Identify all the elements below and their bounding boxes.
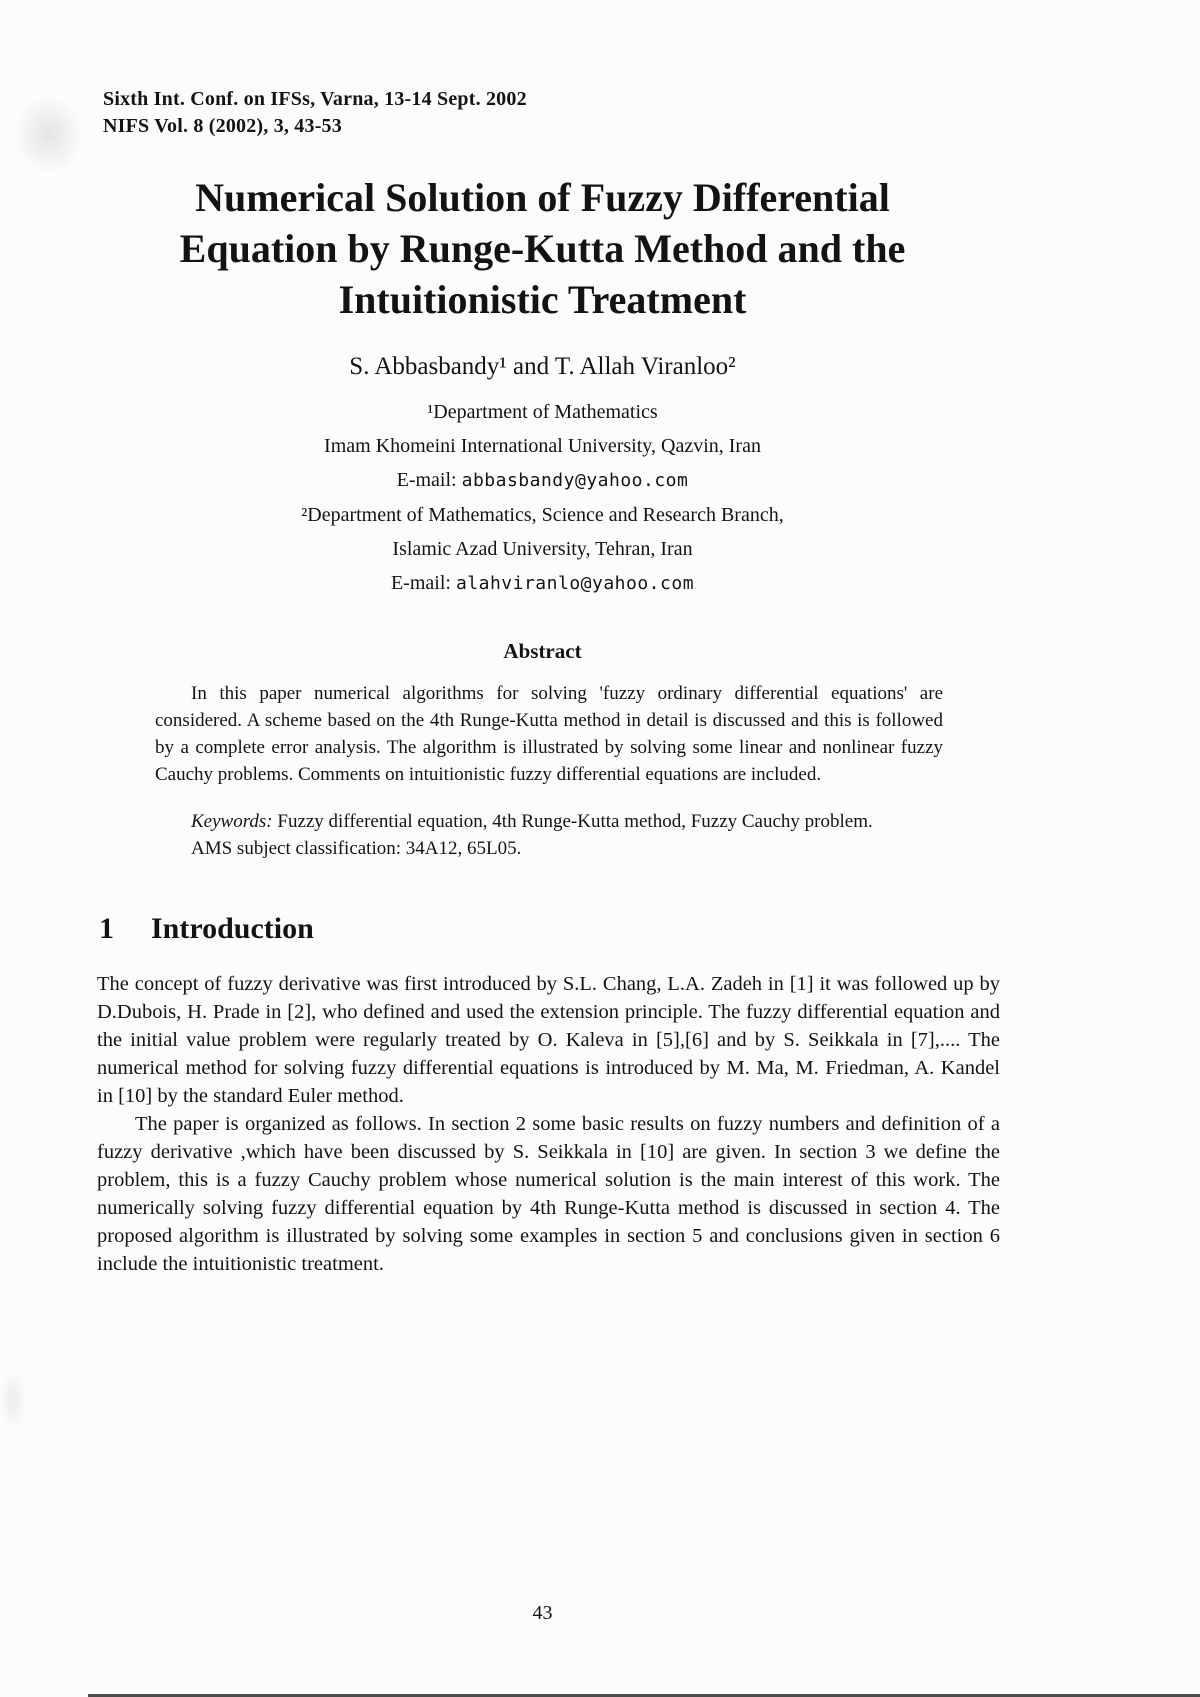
affiliation-1-email-line: [0, 463, 1085, 498]
conference-header: [103, 86, 1085, 140]
title-line-2: Equation by Runge-Kutta Method and the: [179, 226, 906, 271]
conference-line: Sixth Int. Conf. on IFSs, Varna, 13-14 Sept. 2002: [103, 88, 527, 110]
email-address-2: alahviranlo@yahoo.com: [455, 573, 695, 594]
keywords-text: Fuzzy differential equation, 4th Runge-Kutta method, Fuzzy Cauchy problem.: [272, 811, 873, 832]
section-title: Introduction: [151, 912, 314, 945]
affiliations-block: [0, 395, 1085, 601]
email-label-2: E-mail:: [390, 572, 451, 594]
affiliation-2-email-line: [0, 566, 1085, 601]
paper-title: [0, 172, 1085, 325]
abstract-heading: Abstract: [503, 639, 582, 663]
title-line-1: Numerical Solution of Fuzzy Differential: [195, 175, 890, 220]
scan-artifact-left-edge: [0, 1370, 26, 1430]
email-label-1: E-mail:: [396, 469, 457, 491]
email-address-1: abbasbandy@yahoo.com: [461, 470, 689, 491]
authors-line: S. Abbasbandy¹ and T. Allah Viranloo²: [349, 353, 736, 380]
keywords-line: [155, 808, 943, 835]
section-1-heading: [99, 912, 1085, 946]
intro-paragraph-2: The paper is organized as follows. In section 2 some basic results on fuzzy numbers and definition of a fuzzy derivative ,which have been discussed by S. Seikkala in [10] are given. In section 3 we define the problem, this is a fuzzy Cauchy problem whose numerical solution is the main interest of this work. The numerically solving fuzzy differential equation by 4th Runge-Kutta method is discussed in section 4. The proposed algorithm is illustrated by solving some examples in section 5 and conclusions given in section 6 include the intuitionistic treatment.: [97, 1113, 1000, 1275]
abstract-text: In this paper numerical algorithms for solving 'fuzzy ordinary differential equations' are considered. A scheme based on the 4th Runge-Kutta method in detail is discussed and this is followed by a complete error analysis. The algorithm is illustrated by solving some linear and nonlinear fuzzy Cauchy problems. Comments on intuitionistic fuzzy differential equations are included.: [155, 683, 943, 785]
page-number: 43: [532, 1602, 553, 1624]
affiliation-2-dept: ²Department of Mathematics, Science and Research Branch,: [301, 504, 784, 526]
volume-line: NIFS Vol. 8 (2002), 3, 43-53: [103, 115, 342, 137]
affiliation-2-university: Islamic Azad University, Tehran, Iran: [392, 538, 693, 560]
ams-classification: AMS subject classification: 34A12, 65L05.: [191, 838, 522, 859]
keywords-label: Keywords:: [191, 811, 273, 832]
affiliation-1-university: Imam Khomeini International University, Qazvin, Iran: [324, 435, 761, 457]
section-number: 1: [99, 912, 114, 945]
title-line-3: Intuitionistic Treatment: [338, 277, 747, 322]
intro-paragraph-1: The concept of fuzzy derivative was first introduced by S.L. Chang, L.A. Zadeh in [1] it was followed up by D.Dubois, H. Prade in [2], who defined and used the extension principle. The fuzzy differential equation and the initial value problem were regularly treated by O. Kaleva in [5],[6] and by S. Seikkala in [7],.... The numerical method for solving fuzzy differential equations is introduced by M. Ma, M. Friedman, A. Kandel in [10] by the standard Euler method.: [97, 973, 1000, 1107]
affiliation-1-dept: ¹Department of Mathematics: [427, 401, 658, 423]
